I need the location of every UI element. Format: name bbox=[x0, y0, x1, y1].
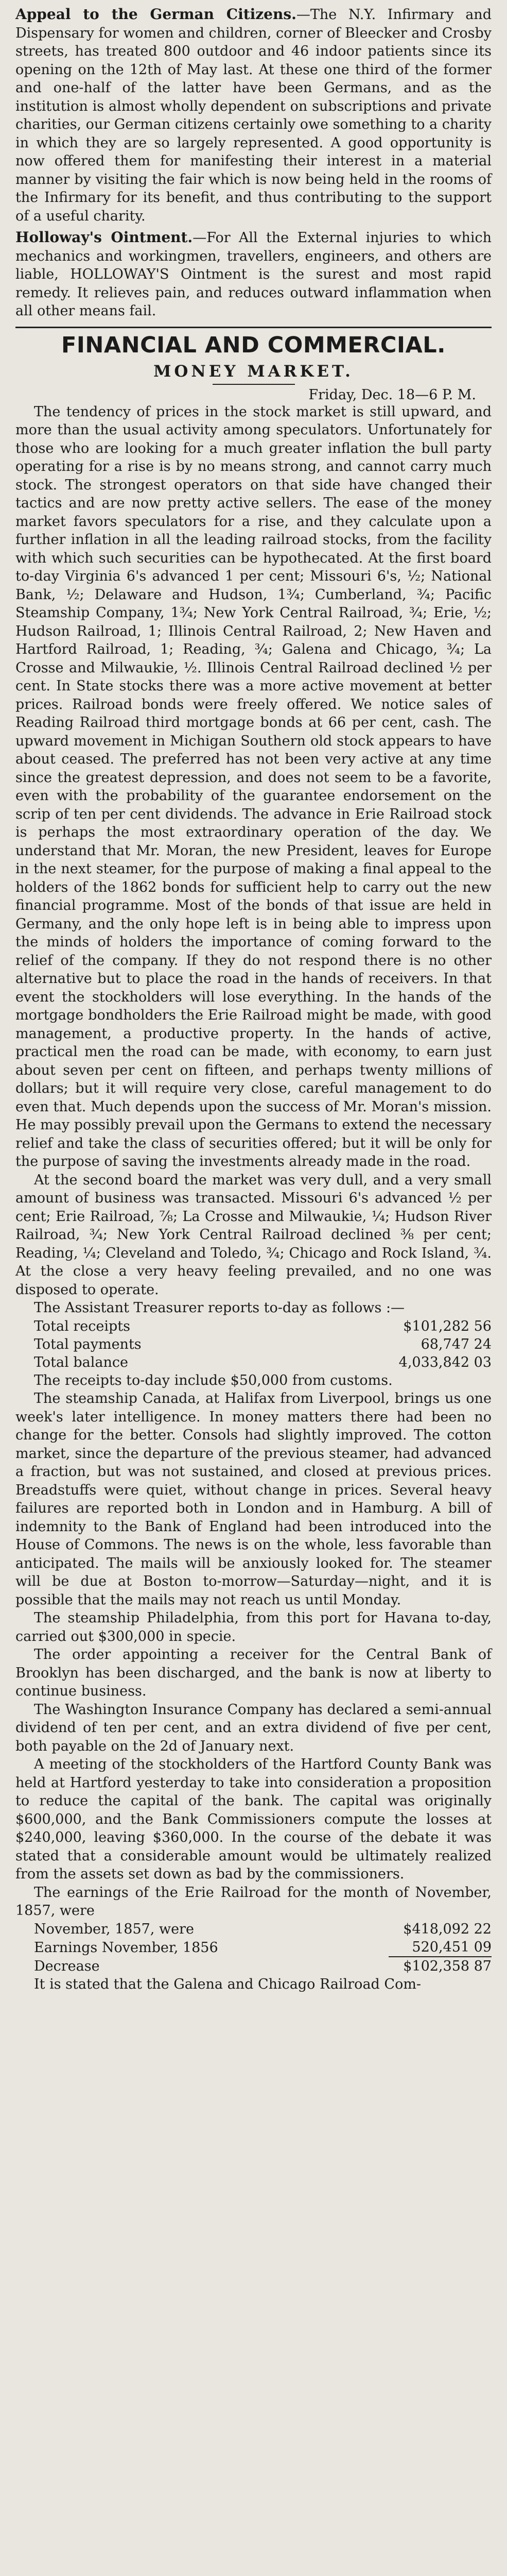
row-amount: 520,451 09 bbox=[412, 1939, 492, 1955]
row-label: November, 1857, were bbox=[34, 1921, 194, 1937]
table-row bbox=[15, 1317, 492, 1335]
row-label: Total receipts bbox=[34, 1318, 130, 1334]
table-row bbox=[15, 1920, 492, 1938]
row-amount: 68,747 24 bbox=[421, 1336, 492, 1352]
article-paragraph: The earnings of the Erie Railroad for the month of November, 1857, were bbox=[15, 1884, 492, 1919]
row-label: Decrease bbox=[34, 1958, 100, 1974]
row-amount: $101,282 56 bbox=[403, 1318, 492, 1334]
ad-body: —For All the External injuries to which mechanics and workingmen, travellers, engineers, and others are liable, HOLLOWAY'S Ointment is the surest and most rapid remedy. It relieves pain, and reduces outward inflammation when all other means fail. bbox=[15, 230, 492, 319]
dateline: Friday, Dec. 18—6 P. M. bbox=[308, 386, 476, 403]
article-paragraph: The order appointing a receiver for the Central Bank of Brooklyn has been discharged, and the bank is now at liberty to continue business. bbox=[15, 1647, 492, 1699]
table-row bbox=[15, 1938, 492, 1957]
article-paragraph: The tendency of prices in the stock market is still upward, and more than the usual activity among speculators. Unfortunately for those who are looking for a much greater inflation the bull party operating for a rise is by no means strong, and cannot carry much stock. The strongest operators on that side have changed their tactics and are now pretty active sellers. The ease of the money market favors speculators for a rise, and they calculate upon a further inflation in all the leading railroad stocks, from the facility with which such securities can be hypothecated. At the first board to-day Virginia 6's advanced 1 per cent; Missouri 6's, ½; National Bank, ½; Delaware and Hudson, 1¾; Cumberland, ¾; Pacific Steamship Company, 1¾; New York Central Railroad, ¾; Erie, ½; Hudson Railroad, 1; Illinois Central Railroad, 2; New Haven and Hartford Railroad, 1; Reading, ¾; Galena and Chicago, ¾; La Crosse and Milwaukie, ½. Illinois Central Railroad declined ½ per cent. In State stocks there was a more active movement at better prices. Railroad bonds were freely offered. We notice sales of Reading Railroad third mortgage bonds at 66 per cent, cash. The upward movement in Michigan Southern old stock appears to have about ceased. The preferred has not been very active at any time since the greatest depression, and does not seem to be a favorite, even with the probability of the guarantee endorsement on the scrip of ten per cent dividends. The advance in Erie Railroad stock is perhaps the most extraordinary operation of the day. We understand that Mr. Moran, the new President, leaves for Europe in the next steamer, for the purpose of making a final appeal to the holders of the 1862 bonds for sufficient help to carry out the new financial programme. Most of the bonds of that issue are held in Germany, and the only hope left is in being able to impress upon the minds of holders the importance of coming forward to the relief of the company. If they do not respond there is no other alternative but to place the road in the hands of receivers. In that event the stockholders will lose everything. In the hands of the mortgage bondholders the Erie Railroad might be made, with good management, a productive property. In the hands of active, practical men the road can be made, with economy, to earn just about seven per cent on fifteen, and perhaps twenty millions of dollars; but it will require very close, careful management to do even that. Much depends upon the success of Mr. Moran's mission. He may possibly prevail upon the Germans to extend the necessary relief and take the class of securities offered; but it will be only for the purpose of saving the investments already made in the road. bbox=[15, 403, 492, 1170]
article-paragraph: It is stated that the Galena and Chicago Railroad Com- bbox=[34, 1976, 422, 1992]
article-paragraph: The receipts to-day include $50,000 from customs. bbox=[34, 1372, 393, 1388]
table-row bbox=[15, 1335, 492, 1353]
row-amount: 4,033,842 03 bbox=[398, 1354, 492, 1370]
article-paragraph: The steamship Philadelphia, from this port for Havana to-day, carried out $300,000 in specie. bbox=[15, 1610, 492, 1645]
row-amount: $102,358 87 bbox=[389, 1957, 492, 1975]
article-paragraph: The Assistant Treasurer reports to-day as follows :— bbox=[34, 1300, 405, 1316]
article-paragraph: A meeting of the stockholders of the Hartford County Bank was held at Hartford yesterday to take into consideration a proposition to reduce the capital of the bank. The capital was originally $600,000, and the Bank Commissioners compute the losses at $240,000, leaving $360,000. In the course of the debate it was stated that a considerable amount would be ultimately realized from the assets set down as bad by the commissioners. bbox=[15, 1756, 492, 1882]
section-title: FINANCIAL AND COMMERCIAL. bbox=[61, 332, 446, 358]
row-label: Earnings November, 1856 bbox=[34, 1939, 218, 1956]
sub-title: MONEY MARKET. bbox=[153, 362, 354, 381]
ad-german-citizens bbox=[15, 5, 492, 225]
row-amount: $418,092 22 bbox=[403, 1921, 492, 1937]
ad-body: —The N.Y. Infirmary and Dispensary for women and children, corner of Bleecker and Crosby streets, has treated 800 outdoor and 46 indoor patients since its opening on the 12th of May last. At these one third of the former and one-half of the latter have been Germans, and as the institution is almost wholly dependent on subscriptions and private charities, our German citizens certainly owe something to a charity in which they are so largely represented. A good opportunity is now offered them for manifesting their interest in a material manner by visiting the fair which is now being held in the rooms of the Infirmary for its benefit, and thus contributing to the support of a useful charity. bbox=[15, 7, 492, 224]
table-row bbox=[15, 1957, 492, 1975]
section-divider bbox=[15, 327, 492, 328]
ad-holloways-ointment bbox=[15, 228, 492, 320]
ad-title: Holloway's Ointment. bbox=[15, 229, 193, 246]
ad-title: Appeal to the German Citizens. bbox=[15, 6, 296, 23]
article-paragraph: The steamship Canada, at Halifax from Liverpool, brings us one week's later intelligence. In money matters there had been no change for the better. Consols had slightly improved. The cotton market, since the departure of the previous steamer, had advanced a fraction, but was not sustained, and closed at previous prices. Breadstuffs were quiet, without change in prices. Several heavy failures are reported both in London and in Hamburg. A bill of indemnity to the Bank of England had been introduced into the House of Commons. The news is on the whole, less favorable than anticipated. The mails will be anxiously looked for. The steamer will be due at Boston to-morrow—Saturday—night, and it is possible that the mails may not reach us until Monday. bbox=[15, 1391, 492, 1608]
earnings-table bbox=[15, 1920, 492, 1975]
article-paragraph: At the second board the market was very dull, and a very small amount of business was transacted. Missouri 6's advanced ½ per cent; Erie Railroad, ⅞; La Crosse and Milwaukie, ¼; Hudson River Railroad, ¾; New York Central Railroad declined ⅜ per cent; Reading, ¼; Cleveland and Toledo, ¾; Chicago and Rock Island, ¾. At the close a very heavy feeling prevailed, and no one was disposed to operate. bbox=[15, 1172, 492, 1298]
row-label: Total payments bbox=[34, 1336, 142, 1352]
table-row bbox=[15, 1353, 492, 1371]
short-rule bbox=[213, 384, 295, 385]
row-label: Total balance bbox=[34, 1354, 128, 1370]
treasury-table bbox=[15, 1317, 492, 1371]
article-paragraph: The Washington Insurance Company has declared a semi-annual dividend of ten per cent, and an extra dividend of five per cent, both payable on the 2d of January next. bbox=[15, 1701, 492, 1754]
